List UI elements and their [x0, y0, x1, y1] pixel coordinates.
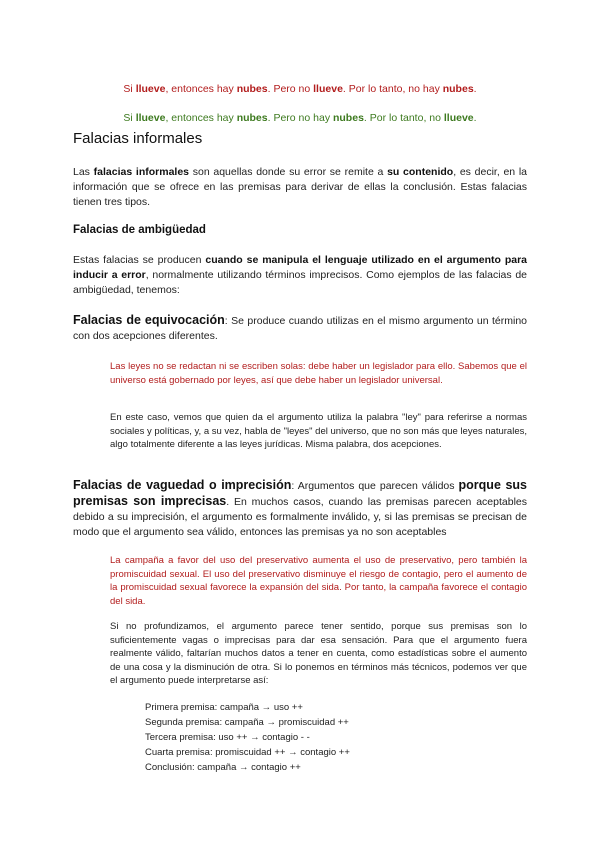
equivocation-example: Las leyes no se redactan ni se escriben solas: debe haber un legislador para ello. Sabemos que el universo está gobernado por leyes, así que debe haber un legislador universal.: [110, 361, 527, 386]
equivocation-paragraph: Falacias de equivocación: Se produce cuando utilizas en el mismo argumento un término con dos acepciones diferentes.: [73, 313, 528, 342]
equivocation-explanation: En este caso, vemos que quien da el argumento utiliza la palabra "ley" para referirse a normas sociales y políticas, y, a su vez, habla de "leyes" del universo, que no son más que leyes naturales, algo totalmente diferente a las leyes jurídicas. Misma palabra, dos acepciones.: [110, 412, 527, 450]
equivocation-title: Falacias de equivocación: [73, 313, 225, 327]
vagueness-example: La campaña a favor del uso del preservativo aumenta el uso de preservativo, pero también la promiscuidad sexual. El uso del preservativo disminuye el riesgo de contagio, pero el aumento de la promiscuidad sexual favorece la expansión del sida. Por tanto, la campaña favorece el contagio del sida.: [110, 555, 527, 607]
green-example-line: Si llueve, entonces hay nubes. Pero no hay nubes. Por lo tanto, no llueve.: [123, 111, 477, 124]
section-title: Falacias informales: [73, 130, 203, 147]
vagueness-title: Falacias de vaguedad o imprecisión: [73, 478, 292, 492]
ambiguity-paragraph: Estas falacias se producen cuando se manipula el lenguaje utilizado en el argumento para inducir a error, normalmente utilizando términos imprecisos. Como ejemplos de las falacias de ambigüedad, tenemos:: [73, 254, 528, 296]
subsection-title: Falacias de ambigüedad: [73, 224, 206, 236]
vagueness-paragraph: Falacias de vaguedad o imprecisión: Argumentos que parecen válidos porque sus premisas son imprecisas. En muchos casos, cuando las premisas parecen aceptables debido a su imprecisión, el argumento es formalmente inválido, y, si las premisas se precisan de modo que el argumento sea válido, entonces las premisas ya no son aceptables: [73, 478, 527, 538]
vagueness-explanation: Si no profundizamos, el argumento parece tener sentido, porque sus premisas son lo suficientemente vagas o imprecisas para dar esa sensación. Para que el argumento fuera realmente válido, faltarían muchos datos a tener en cuenta, como estadísticas sobre el aumento de una cosa y la disminución de otra. Si lo ponemos en términos más técnicos, podemos ver que el argumento puede interpretarse así:: [110, 621, 527, 686]
list-item: Primera premisa: campaña → uso ++: [145, 702, 303, 713]
list-item: Tercera premisa: uso ++ → contagio - -: [145, 732, 310, 743]
premises-list: [145, 700, 350, 775]
intro-paragraph: Las falacias informales son aquellas donde su error se remite a su contenido, es decir, en la información que se ofrece en las premisas para derivar de ellas la conclusión. Estas falacias tienen tres tipos.: [73, 166, 528, 208]
list-item: Segunda premisa: campaña → promiscuidad ++: [145, 717, 349, 728]
list-item: Cuarta premisa: promiscuidad ++ → contagio ++: [145, 747, 350, 758]
red-example-line: Si llueve, entonces hay nubes. Pero no llueve. Por lo tanto, no hay nubes.: [123, 82, 477, 95]
list-item: Conclusión: campaña → contagio ++: [145, 762, 301, 773]
